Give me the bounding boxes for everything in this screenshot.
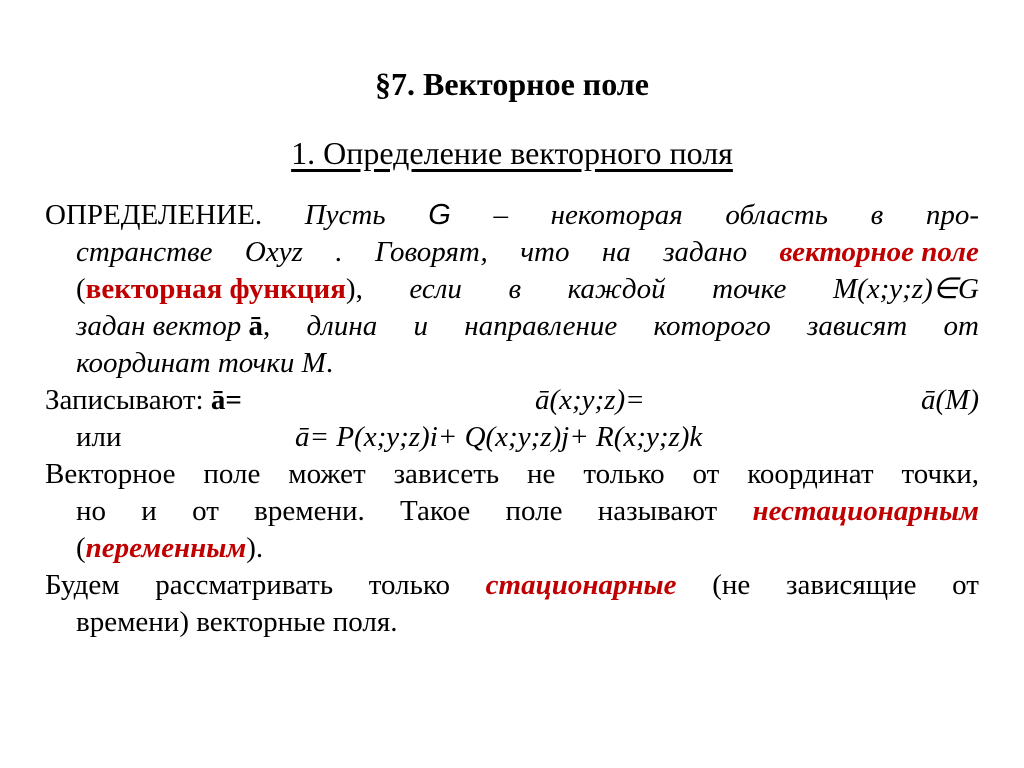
word: от	[692, 458, 720, 490]
word: координат	[747, 458, 874, 490]
space-symbol: Oxyz	[244, 236, 303, 268]
word: в	[870, 199, 884, 231]
para3-line-2	[45, 604, 979, 641]
word: точки,	[901, 458, 979, 490]
set-symbol: G	[428, 199, 451, 231]
para2-line-3: (переменным).	[76, 532, 264, 564]
notation-label: Записывают: ā=	[45, 384, 242, 416]
word: только	[368, 569, 450, 601]
word: задано	[663, 236, 748, 268]
para2-line-1	[45, 456, 979, 493]
word: Будем	[45, 569, 120, 601]
section-subtitle-text: 1. Определение векторного поля	[291, 135, 733, 171]
page-title: §7. Векторное поле	[375, 66, 649, 102]
word: которого	[653, 310, 771, 342]
word: направление	[464, 310, 618, 342]
word: и	[141, 495, 157, 527]
word: некоторая	[550, 199, 683, 231]
word: от	[952, 569, 979, 601]
word: Такое	[400, 495, 471, 527]
definition-line-4	[45, 308, 979, 345]
term-nonstationary: нестационарным	[752, 495, 979, 527]
word: про-	[925, 199, 979, 231]
word: поле	[505, 495, 563, 527]
word: длина	[306, 310, 378, 342]
notation-line-2	[45, 419, 979, 456]
formula-a-m: ā(M)	[921, 384, 979, 416]
word: в	[508, 273, 522, 305]
vector-symbol: ā	[248, 310, 263, 342]
notation-line-1	[45, 382, 979, 419]
word: называют	[597, 495, 718, 527]
word: задан вектор	[76, 310, 242, 342]
word: на	[601, 236, 631, 268]
para3-line-1	[45, 567, 979, 604]
word: Векторное	[45, 458, 176, 490]
word: и	[413, 310, 428, 342]
word: только	[583, 458, 665, 490]
word: времени) векторные поля.	[76, 606, 398, 638]
definition-line-3	[45, 271, 979, 308]
definition-line-2	[45, 234, 979, 271]
para2-line-2	[45, 493, 979, 530]
word: Пусть	[304, 199, 386, 231]
word: зависят	[807, 310, 908, 342]
term-vector-function-group: (векторная функция),	[76, 273, 363, 305]
word: если	[409, 273, 462, 305]
word: может	[288, 458, 366, 490]
term-stationary: стационарные	[485, 569, 677, 601]
word: не	[527, 458, 556, 490]
word: времени.	[254, 495, 365, 527]
formula-a-xyz: ā(x;y;z)=	[535, 384, 645, 416]
word: точке	[712, 273, 787, 305]
word: (не	[712, 569, 751, 601]
term-variable: переменным	[85, 532, 247, 564]
word: Говорят,	[375, 236, 488, 268]
section-subtitle	[0, 135, 1024, 172]
word: область	[725, 199, 828, 231]
word: что	[520, 236, 570, 268]
formula-a: ā=	[210, 384, 242, 416]
word: зависеть	[393, 458, 500, 490]
word: от	[192, 495, 219, 527]
word: зависящие	[786, 569, 917, 601]
or-word: или	[76, 421, 122, 453]
slide-body	[45, 197, 979, 641]
definition-label: ОПРЕДЕЛЕНИЕ.	[45, 199, 263, 231]
word: .	[335, 236, 343, 268]
word: координат точки M	[76, 347, 326, 379]
point-notation: M(x;y;z)∈G	[832, 273, 979, 305]
term-vector-field: векторное поле	[779, 236, 979, 268]
definition-line-5: координат точки M.	[76, 347, 334, 379]
word: странстве	[76, 236, 213, 268]
term-vector-function: векторная функция	[85, 273, 346, 305]
vector-group: задан вектор ā,	[76, 310, 271, 342]
word: поле	[203, 458, 261, 490]
definition-line-1	[45, 197, 979, 234]
word: но	[76, 495, 107, 527]
word: –	[493, 199, 508, 231]
word: рассматривать	[155, 569, 334, 601]
word: от	[943, 310, 979, 342]
formula-components: ā= P(x;y;z)i+ Q(x;y;z)j+ R(x;y;z)k	[295, 421, 703, 453]
word: каждой	[567, 273, 666, 305]
